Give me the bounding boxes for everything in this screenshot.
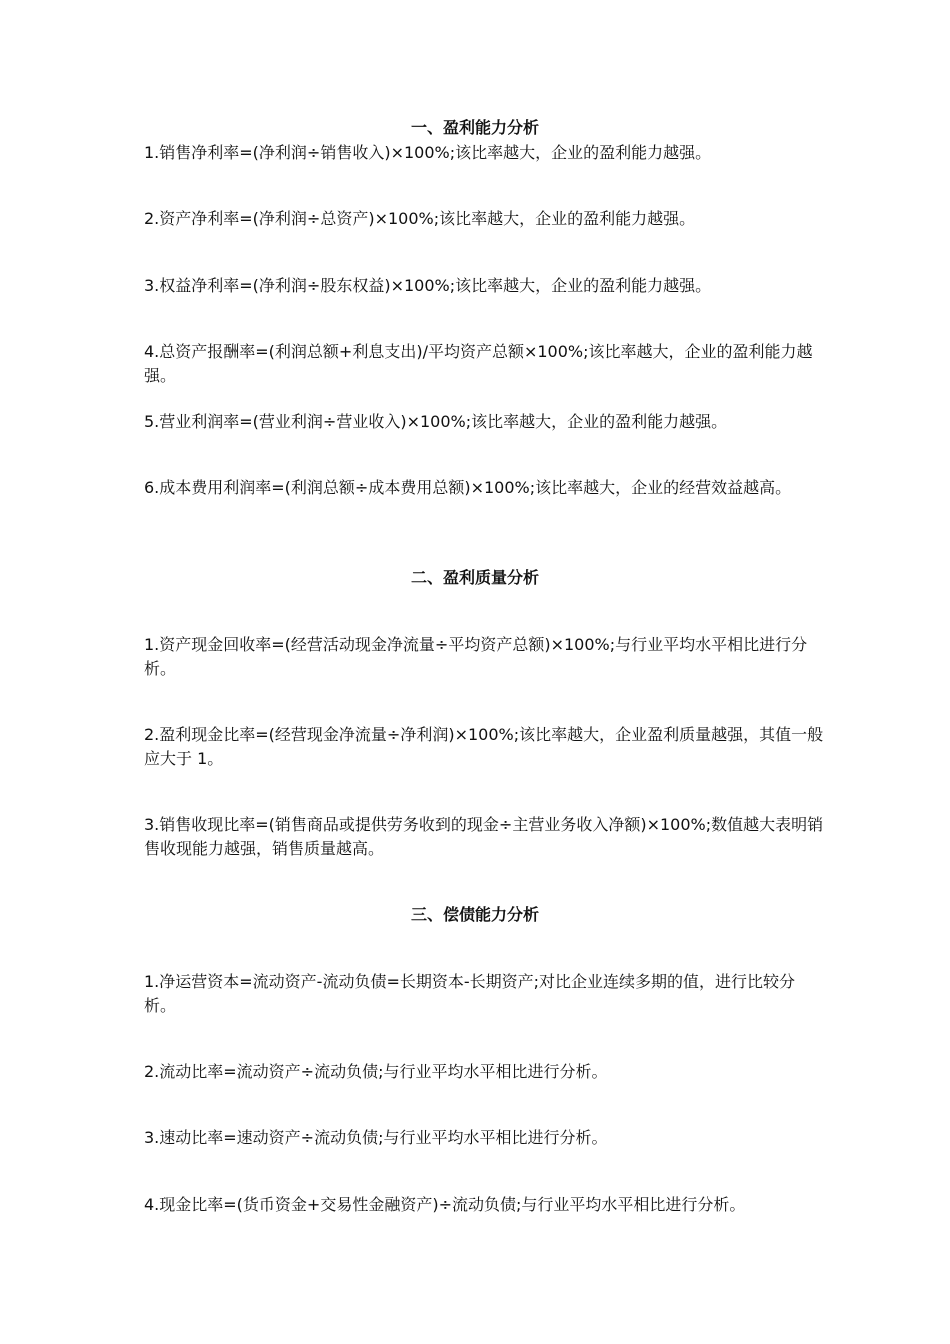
solvency-item-2: 2.流动比率=流动资产÷流动负债;与行业平均水平相比进行分析。 [144, 1062, 608, 1081]
solvency-item-4: 4.现金比率=(货币资金+交易性金融资产)÷流动负债;与行业平均水平相比进行分析。 [144, 1195, 746, 1214]
profit-quality-item-3: 3.销售收现比率=(销售商品或提供劳务收到的现金÷主营业务收入净额)×100%;数值越大表明销售收现能力越强，销售质量越高。 [144, 815, 824, 858]
profit-quality-item-1: 1.资产现金回收率=(经营活动现金净流量÷平均资产总额)×100%;与行业平均水平相比进行分析。 [144, 635, 808, 678]
solvency-item-1: 1.净运营资本=流动资产-流动负债=长期资本-长期资产;对比企业连续多期的值，进行比较分析。 [144, 972, 796, 1015]
profitability-item-2: 2.资产净利率=(净利润÷总资产)×100%;该比率越大，企业的盈利能力越强。 [144, 209, 696, 228]
section-heading-solvency: 三、偿债能力分析 [410, 905, 539, 924]
profitability-item-6: 6.成本费用利润率=(利润总额÷成本费用总额)×100%;该比率越大，企业的经营效益越高。 [144, 478, 792, 497]
section-heading-profit-quality: 二、盈利质量分析 [410, 568, 539, 587]
profitability-item-1: 1.销售净利率=(净利润÷销售收入)×100%;该比率越大，企业的盈利能力越强。 [144, 143, 712, 162]
solvency-item-3: 3.速动比率=速动资产÷流动负债;与行业平均水平相比进行分析。 [144, 1128, 608, 1147]
profitability-item-4: 4.总资产报酬率=(利润总额+利息支出)/平均资产总额×100%;该比率越大，企业的盈利能力越强。 [144, 342, 813, 385]
profitability-item-5: 5.营业利润率=(营业利润÷营业收入)×100%;该比率越大，企业的盈利能力越强。 [144, 412, 728, 431]
section-heading-profitability: 一、盈利能力分析 [410, 118, 539, 137]
profit-quality-item-2: 2.盈利现金比率=(经营现金净流量÷净利润)×100%;该比率越大，企业盈利质量越强，其值一般应大于 1。 [144, 725, 824, 768]
profitability-item-3: 3.权益净利率=(净利润÷股东权益)×100%;该比率越大，企业的盈利能力越强。 [144, 276, 712, 295]
